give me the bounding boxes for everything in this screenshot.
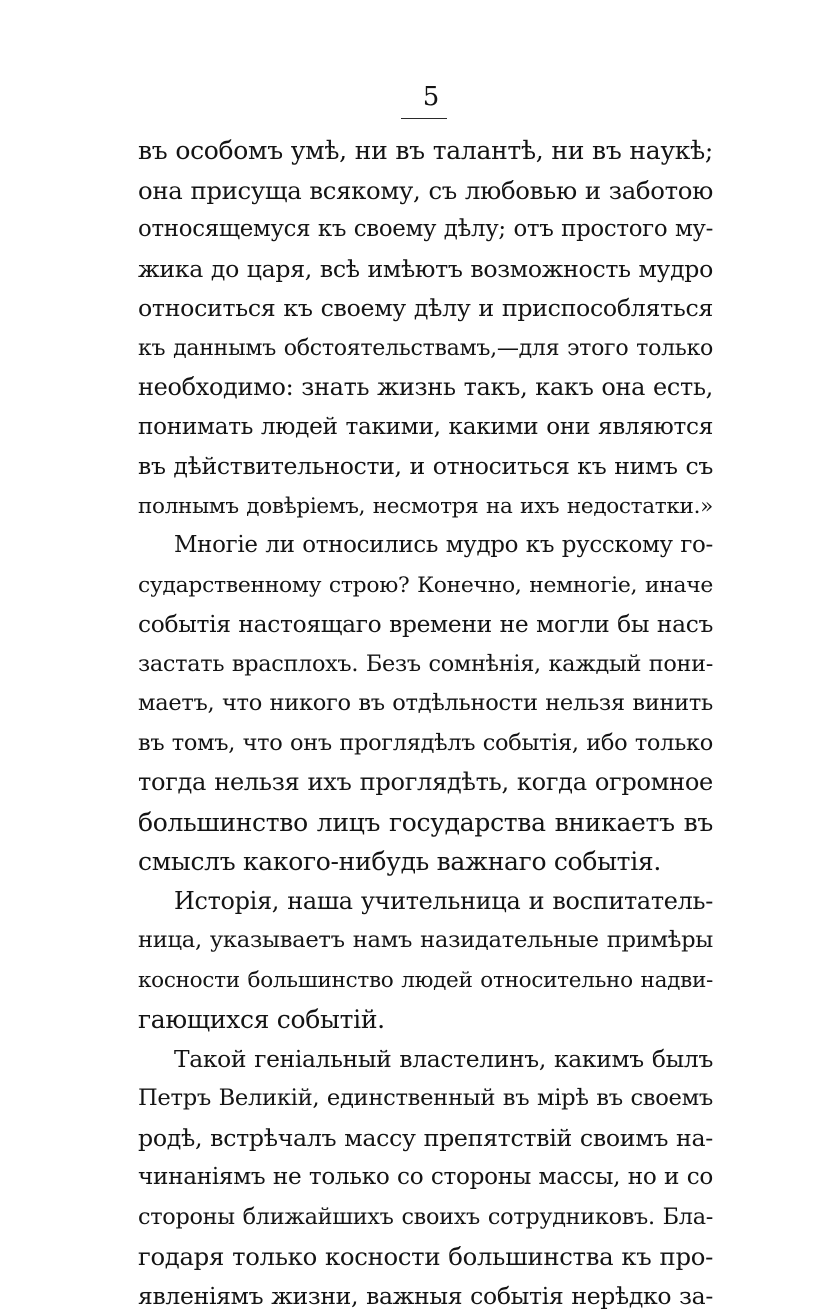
text-line: въ особомъ умѣ, ни въ талантѣ, ни въ наукѣ; bbox=[138, 131, 713, 171]
text-line: застать врасплохъ. Безъ сомнѣнія, каждый пони- bbox=[138, 645, 713, 685]
text-line: ница, указываетъ намъ назидательные примѣры bbox=[138, 921, 713, 961]
text-line: смыслъ какого-нибудь важнаго событія. bbox=[138, 842, 713, 882]
text-line: Петръ Великій, единственный въ мірѣ въ своемъ bbox=[138, 1079, 713, 1119]
text-line: Исторія, наша учительница и воспитатель- bbox=[138, 882, 713, 922]
text-line: относящемуся къ своему дѣлу; отъ простого му- bbox=[138, 210, 713, 250]
text-line: она присуща всякому, съ любовью и заботою bbox=[138, 171, 713, 211]
page-number-rule bbox=[401, 118, 447, 119]
text-line: необходимо: знать жизнь такъ, какъ она есть, bbox=[138, 368, 713, 408]
text-line: родѣ, встрѣчалъ массу препятствій своимъ на- bbox=[138, 1119, 713, 1159]
page-number: 5 bbox=[0, 82, 840, 112]
text-line: къ даннымъ обстоятельствамъ,—для этого только bbox=[138, 329, 713, 369]
text-line: жика до царя, всѣ имѣютъ возможность мудро bbox=[138, 250, 713, 290]
text-line: Многіе ли относились мудро къ русскому го- bbox=[138, 526, 713, 566]
text-line: сударственному строю? Конечно, немногіе, иначе bbox=[138, 566, 713, 606]
text-line: тогда нельзя ихъ проглядѣть, когда огромное bbox=[138, 763, 713, 803]
text-line: гающихся событій. bbox=[138, 1000, 713, 1040]
text-line: маетъ, что никого въ отдѣльности нельзя винить bbox=[138, 684, 713, 724]
text-line: чинаніямъ не только со стороны массы, но и со bbox=[138, 1158, 713, 1198]
text-line: явленіямъ жизни, важныя событія нерѣдко за- bbox=[138, 1277, 713, 1316]
text-line: стороны ближайшихъ своихъ сотрудниковъ. Бла- bbox=[138, 1198, 713, 1238]
text-line: событія настоящаго времени не могли бы насъ bbox=[138, 605, 713, 645]
text-line: въ дѣйствительности, и относиться къ нимъ съ bbox=[138, 447, 713, 487]
text-line: въ томъ, что онъ проглядѣлъ событія, ибо только bbox=[138, 724, 713, 764]
text-line: понимать людей такими, какими они являются bbox=[138, 408, 713, 448]
text-line: большинство лицъ государства вникаетъ въ bbox=[138, 803, 713, 843]
text-line: косности большинство людей относительно надви- bbox=[138, 961, 713, 1001]
text-line: полнымъ довѣріемъ, несмотря на ихъ недостатки.» bbox=[138, 487, 713, 527]
text-line: годаря только косности большинства къ про- bbox=[138, 1237, 713, 1277]
body-text bbox=[138, 131, 713, 1316]
text-line: Такой геніальный властелинъ, какимъ былъ bbox=[138, 1040, 713, 1080]
text-line: относиться къ своему дѣлу и приспособляться bbox=[138, 289, 713, 329]
